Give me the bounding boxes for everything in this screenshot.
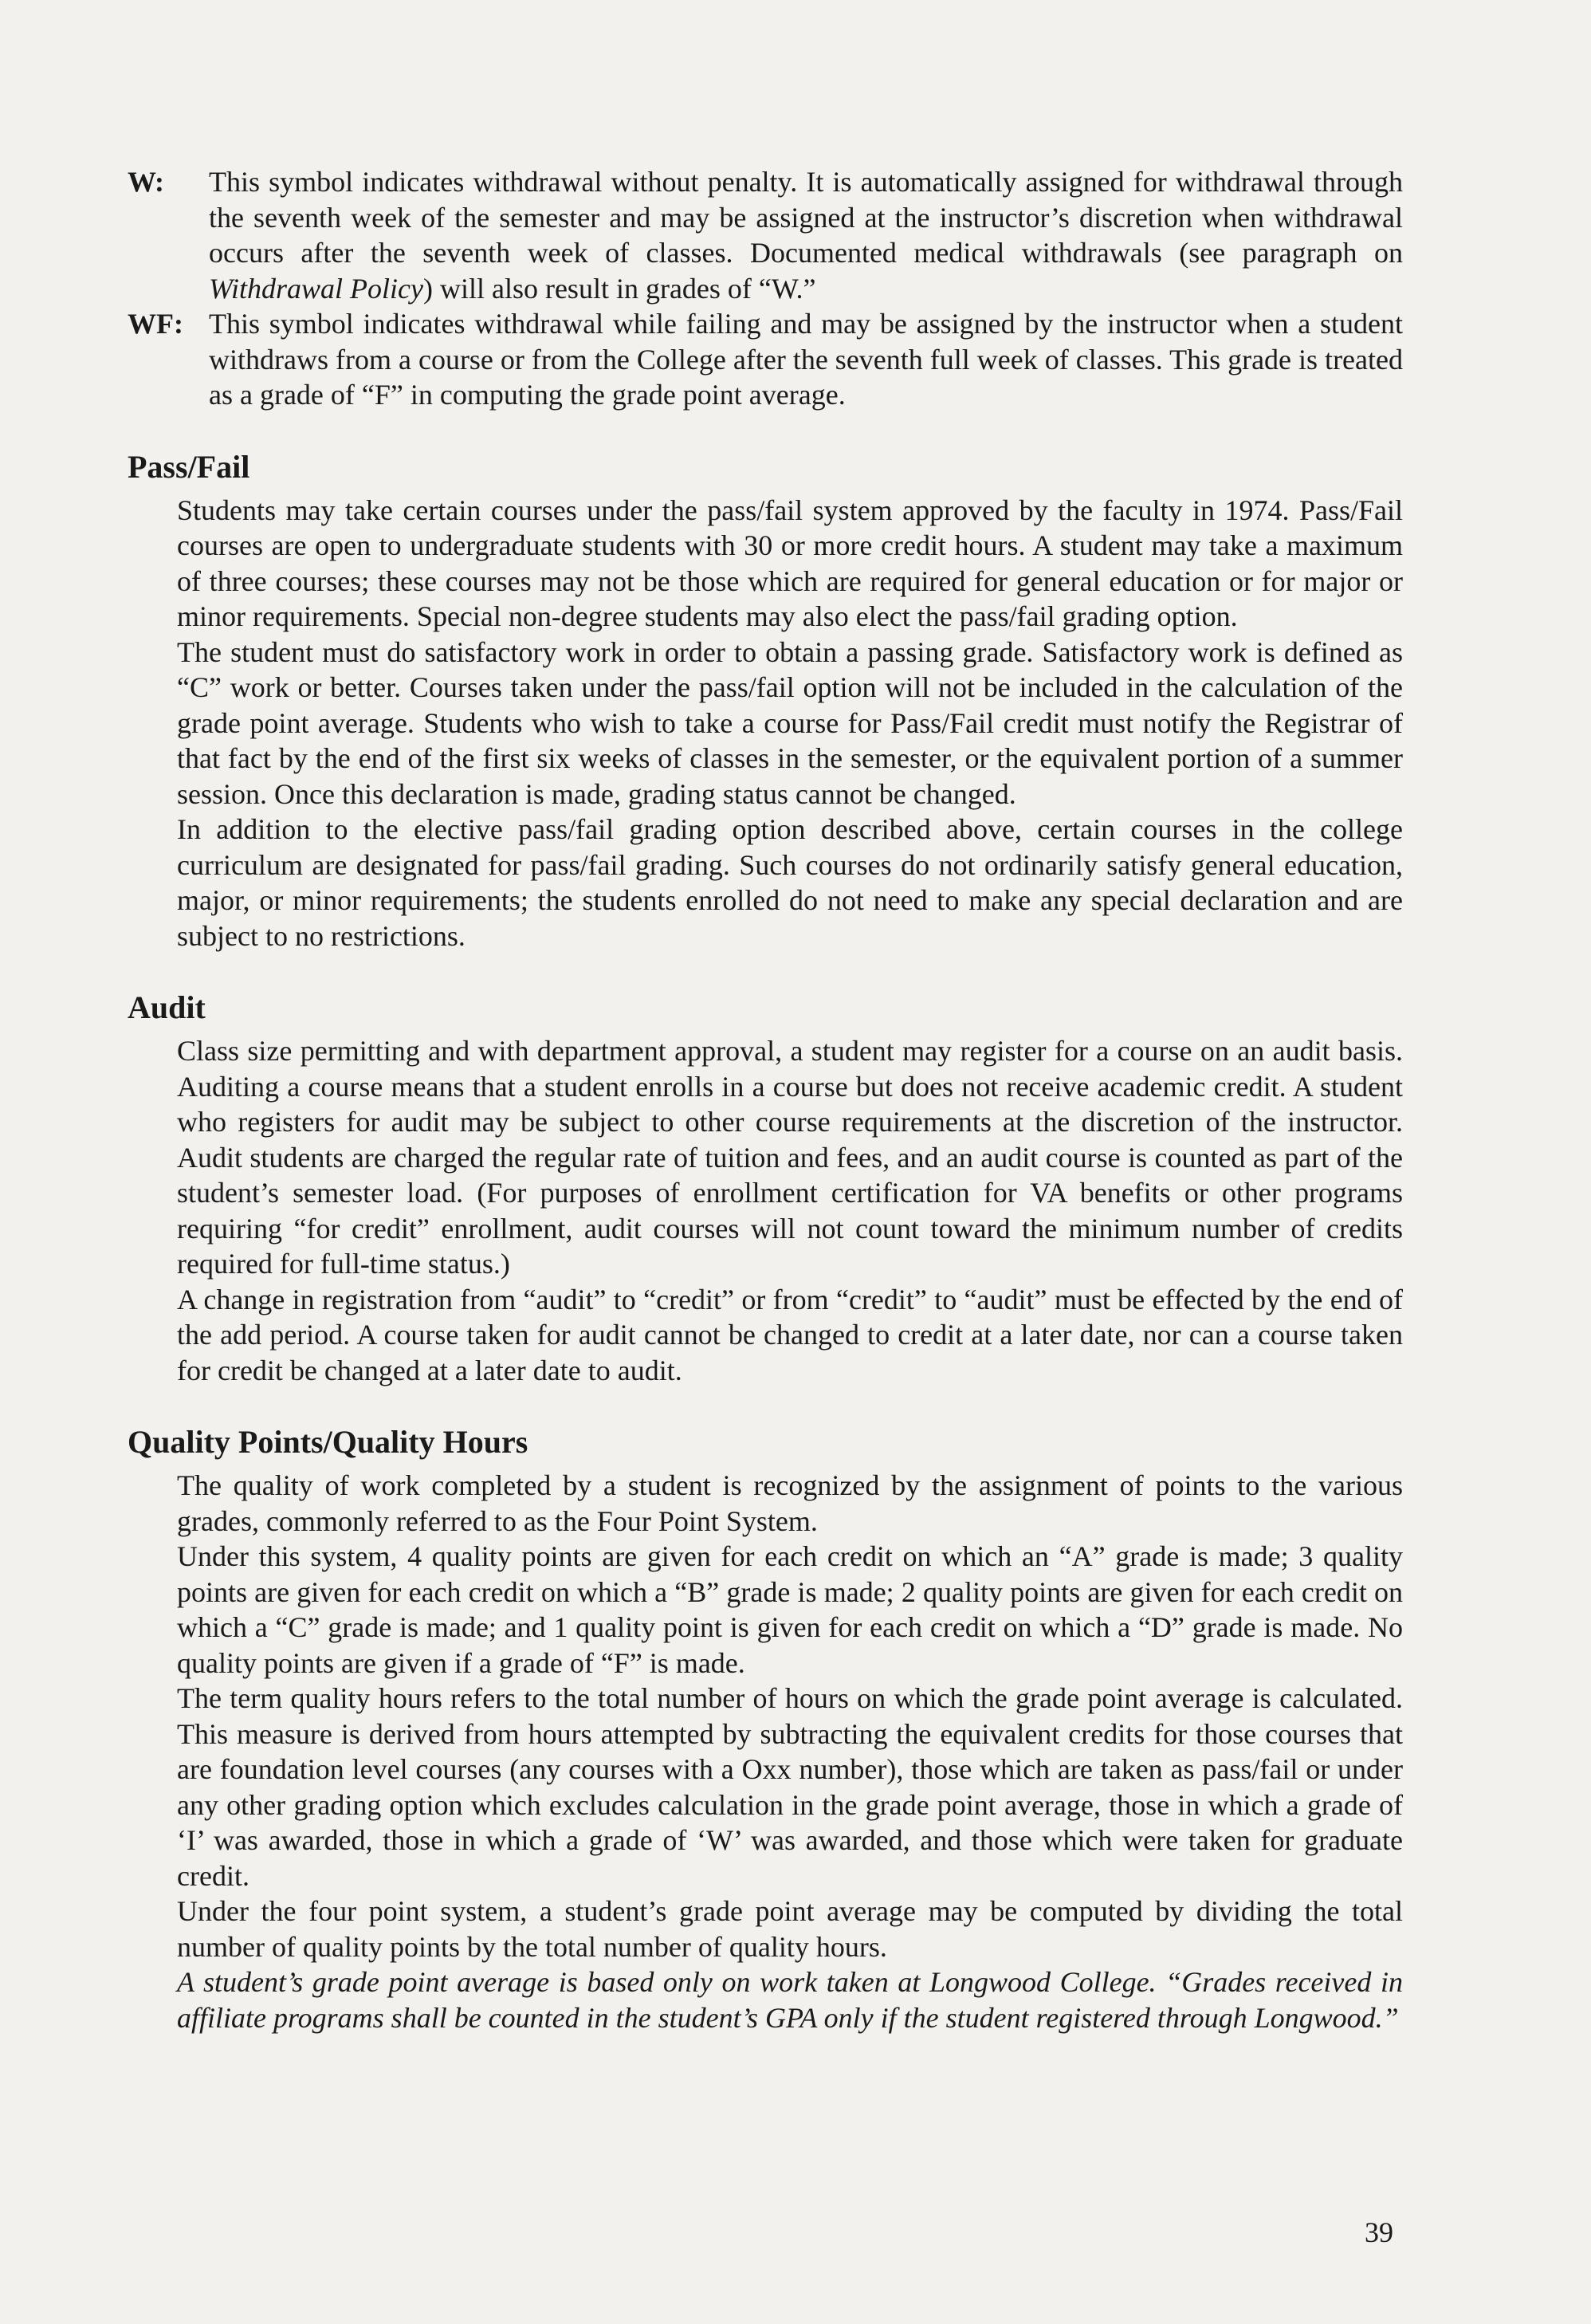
section-heading: Quality Points/Quality Hours: [128, 1424, 528, 1460]
section-quality-points: [128, 1423, 1403, 2035]
paragraph: Under the four point system, a student’s grade point average may be computed by dividing the total number of quality points by the total number of quality hours.: [177, 1895, 1403, 1963]
grade-term: WF:: [128, 308, 183, 340]
grade-term: W:: [128, 166, 165, 198]
paragraph: A change in registration from “audit” to “credit” or from “credit” to “audit” must be effected by the end of the add period. A course taken for audit cannot be changed to credit at a later date, nor can a course taken for credit be changed at a later date to audit.: [177, 1283, 1403, 1386]
section-heading: Audit: [128, 989, 206, 1025]
paragraph: The term quality hours refers to the total number of hours on which the grade point average is calculated. This measure is derived from hours attempted by subtracting the equivalent credits for those courses that are foundation level courses (any courses with a Oxx number), those which are taken as pass/fail or under any other grading option which excludes calculation in the grade point average, those in which a grade of ‘I’ was awarded, those in which a grade of ‘W’ was awarded, and those which were taken for graduate credit.: [177, 1682, 1403, 1892]
grade-description: This symbol indicates withdrawal without penalty. It is automatically assigned for withdrawal through the seventh week of the semester and may be assigned at the instructor’s discretion when withdrawal occurs after the seventh week of classes. Documented medical withdrawals (see paragraph on Withdrawal Policy) will also result in grades of “W.”: [209, 166, 1403, 305]
section-audit: [128, 989, 1403, 1388]
paragraph: The student must do satisfactory work in order to obtain a passing grade. Satisfactory work is defined as “C” work or better. Courses taken under the pass/fail option will not be included in the calculation of the grade point average. Students who wish to take a course for Pass/Fail credit must notify the Registrar of that fact by the end of the first six weeks of classes in the semester, or the equivalent portion of a summer session. Once this declaration is made, grading status cannot be changed.: [177, 635, 1403, 810]
paragraph: The quality of work completed by a student is recognized by the assignment of points to the various grades, commonly referred to as the Four Point System.: [177, 1469, 1403, 1537]
grade-definition-wf: [128, 306, 1403, 413]
paragraph: Under this system, 4 quality points are given for each credit on which an “A” grade is made; 3 quality points are given for each credit on which a “B” grade is made; 2 quality points are given for each credit on which a “C” grade is made; and 1 quality point is given for each credit on which a “D” grade is made. No quality points are given if a grade of “F” is made.: [177, 1540, 1403, 1679]
section-heading: Pass/Fail: [128, 448, 250, 485]
paragraph: Students may take certain courses under the pass/fail system approved by the faculty in 1974. Pass/Fail courses are open to undergraduate students with 30 or more credit hours. A student may take a maximum of three courses; these courses may not be those which are required for general education or for major or minor requirements. Special non-degree students may also elect the pass/fail grading option.: [177, 494, 1403, 632]
withdrawal-policy-reference: Withdrawal Policy: [209, 272, 423, 305]
page-number: 39: [1365, 2216, 1393, 2248]
gpa-italic-note: A student’s grade point average is based only on work taken at Longwood College. “Grades received in affiliate programs shall be counted in the student’s GPA only if the student registered through Longwood.”: [177, 1966, 1403, 2034]
document-page: [128, 164, 1403, 2035]
paragraph: Class size permitting and with department approval, a student may register for a course on an audit basis. Auditing a course means that a student enrolls in a course but does not receive academic credit. A student who registers for audit may be subject to other course requirements at the discretion of the instructor. Audit students are charged the regular rate of tuition and fees, and an audit course is counted as part of the student’s semester load. (For purposes of enrollment certification for VA benefits or other programs requiring “for credit” enrollment, audit courses will not count toward the minimum number of credits required for full-time status.): [177, 1035, 1403, 1280]
grade-description: This symbol indicates withdrawal while failing and may be assigned by the instructor when a student withdraws from a course or from the College after the seventh full week of classes. This grade is treated as a grade of “F” in computing the grade point average.: [209, 308, 1403, 411]
grade-definition-w: [128, 164, 1403, 306]
paragraph: In addition to the elective pass/fail grading option described above, certain courses in the college curriculum are designated for pass/fail grading. Such courses do not ordinarily satisfy general education, major, or minor requirements; the students enrolled do not need to make any special declaration and are subject to no restrictions.: [177, 813, 1403, 952]
section-pass-fail: [128, 448, 1403, 954]
